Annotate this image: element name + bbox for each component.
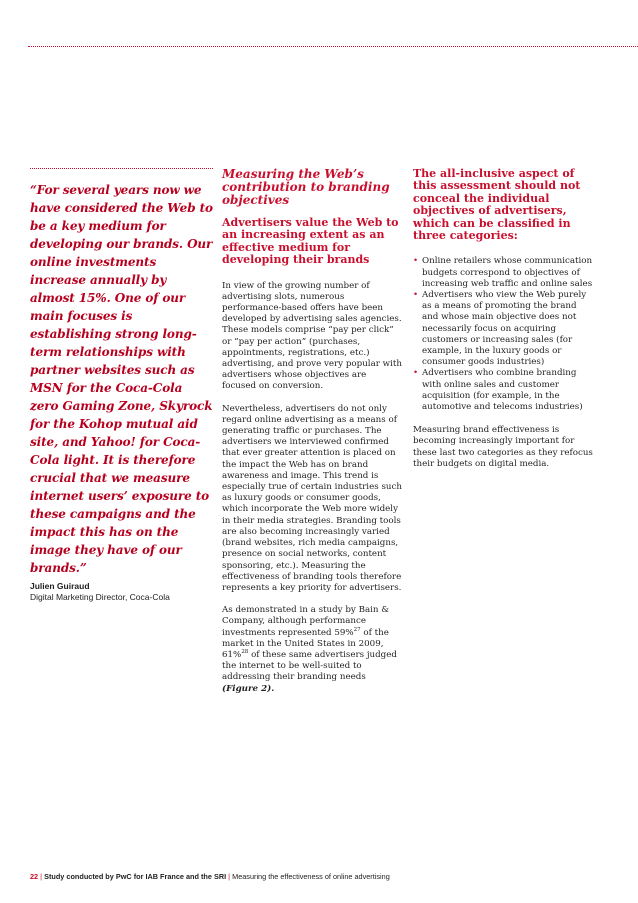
bullet-icon: • bbox=[413, 256, 419, 267]
pull-quote: “For several years now we have considered the Web to be a key medium for developing our brands. Our online investments increase annually by almost 15%. One of our main focuses is establishing strong long-term relationships with partner websites such as MSN for the Coca-Cola zero Gaming Zone, Skyrock for the Kohop mutual aid site, and Yahoo! for Coca-Cola light. It is therefore crucial that we measure internet users’ exposure to these campaigns and the impact this has on the image they have of our brands.” bbox=[30, 183, 213, 575]
footnote-ref-27: 27 bbox=[353, 626, 361, 633]
bullet-icon: • bbox=[413, 368, 419, 379]
list-item: • Advertisers who combine branding with online sales and customer acquisition (for example, in the automotive and telecoms industries) bbox=[413, 368, 583, 413]
list-item: • Online retailers whose communication budgets correspond to objectives of increasing web traffic and online sales bbox=[413, 256, 593, 289]
paragraph-3-part-b: of the market in the United States in 2009, 61% bbox=[222, 627, 389, 660]
quote-author: Julien Guiraud bbox=[30, 581, 90, 591]
figure-reference: (Figure 2). bbox=[222, 683, 275, 694]
categories-heading: The all-inclusive aspect of this assessment should not conceal the individual objectives of advertisers, which can be classified in three categories: bbox=[413, 167, 581, 243]
paragraph-2: Nevertheless, advertisers do not only regard online advertising as a means of generating traffic or purchases. The advertisers we interviewed confirmed that ever greater attention is placed on the impact the Web has on brand awareness and image. This trend is especially true of certain industries such as luxury goods or consumer goods, which incorporate the Web more widely in their media strategies. Branding tools are also becoming increasingly varied (brand websites, rich media campaigns, presence on social networks, content sponsoring, etc.). Measuring the effectiveness of branding tools therefore represents a key priority for advertisers. bbox=[222, 403, 402, 593]
closing-paragraph: Measuring brand effectiveness is becoming increasingly important for these last two categories as they refocus their budgets on digital media. bbox=[413, 425, 593, 469]
paragraph-3-part-c: of these same advertisers judged the internet to be well-suited to addressing their branding needs bbox=[222, 649, 397, 683]
right-column bbox=[413, 168, 593, 481]
middle-column bbox=[222, 168, 402, 706]
footer-separator: | bbox=[40, 872, 43, 881]
footer-separator: | bbox=[228, 872, 231, 881]
paragraph-1: In view of the growing number of advertising slots, numerous performance-based offers have been developed by advertising sales agencies. These models comprise “pay per click” or “pay per action” (purchases, appointments, registrations, etc.) advertising, and prove very popular with advertisers whose objectives are focused on conversion. bbox=[222, 280, 402, 392]
paragraph-3-part-a: As demonstrated in a study by Bain & Company, although performance investments represented 59% bbox=[222, 605, 390, 638]
footer-study: Study conducted by PwC for IAB France and the SRI bbox=[44, 872, 227, 881]
quote-author-role: Digital Marketing Director, Coca-Cola bbox=[30, 592, 170, 602]
footnote-ref-28: 28 bbox=[241, 649, 249, 656]
paragraph-3 bbox=[222, 605, 402, 695]
section-heading: Measuring the Web’s contribution to branding objectives bbox=[222, 167, 390, 207]
list-item: • Advertisers who view the Web purely as a means of promoting the brand and whose main objective does not necessarily focus on acquiring customers or increasing sales (for example, in the luxury goods or consumer goods industries) bbox=[413, 290, 587, 368]
bullet-icon: • bbox=[413, 290, 419, 301]
quote-column bbox=[30, 168, 213, 603]
page-footer bbox=[30, 872, 630, 881]
top-dotted-rule bbox=[28, 46, 638, 47]
quote-divider bbox=[30, 168, 213, 169]
page-number: 22 bbox=[30, 872, 39, 881]
category-list bbox=[413, 256, 593, 413]
footer-title: Measuring the effectiveness of online advertising bbox=[232, 872, 390, 881]
section-subheading: Advertisers value the Web to an increasing extent as an effective medium for developing their brands bbox=[222, 216, 399, 267]
